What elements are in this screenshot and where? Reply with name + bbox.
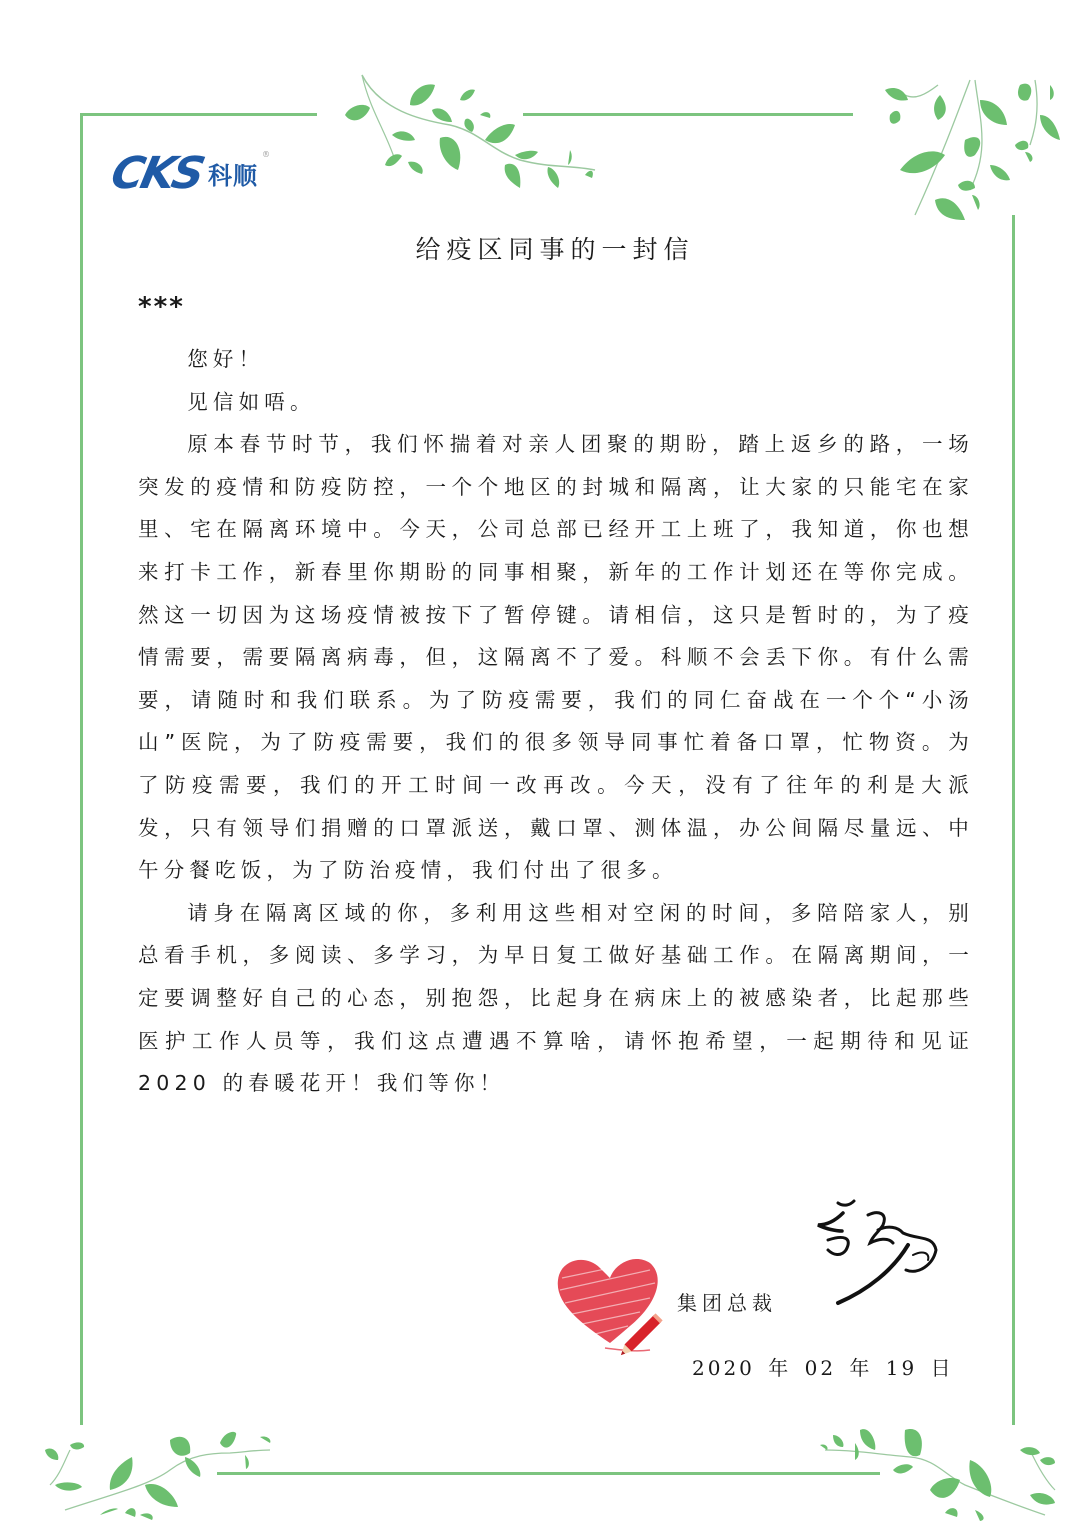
vine-bottom-left-icon [40, 1425, 280, 1525]
letter-title: 给疫区同事的一封信 [415, 235, 695, 264]
logo-name: 科顺 [208, 162, 258, 190]
letter-body [138, 338, 974, 1105]
signer-title: 集团总裁 [677, 1291, 777, 1315]
border-bottom [217, 1472, 880, 1475]
border-right [1012, 215, 1015, 1425]
heart-pencil-icon [550, 1248, 680, 1363]
opening-line: 见信如唔。 [187, 389, 316, 414]
letter-date: 2020 年 02 年 19 日 [692, 1356, 954, 1380]
paragraph-main: 原本春节时节，我们怀揣着对亲人团聚的期盼，踏上返乡的路，一场突发的疫情和防疫防控，一个个地区的封城和隔离，让大家的只能宅在家里、宅在隔离环境中。今天，公司总部已经开工上班了，我知道，你也想来打卡工作，新春里你期盼的同事相聚，新年的工作计划还在等你完成。然这一切因为这场疫情被按下了暂停键。请相信，这只是暂时的，为了疫情需要，需要隔离病毒，但，这隔离不了爱。科顺不会丢下你。有什么需要，请随时和我们联系。为了防疫需要，我们的同仁奋战在一个个“小汤山”医院，为了防疫需要，我们的很多领导同事忙着备口罩，忙物资。为了防疫需要，我们的开工时间一改再改。今天，没有了往年的利是大派发，只有领导们捐赠的口罩派送，戴口罩、测体温，办公间隔尽量远、中午分餐吃饭，为了防治疫情，我们付出了很多。 [138, 432, 974, 883]
paragraph-closing: 请身在隔离区域的你，多利用这些相对空闲的时间，多陪陪家人，别总看手机，多阅读、多学习，为早日复工做好基础工作。在隔离期间，一定要调整好自己的心态，别抱怨，比起身在病床上的被感染者，比起那些医护工作人员等，我们这点遭遇不算啥，请怀抱希望，一起期待和见证 2020 的春暖花开！我们等你！ [138, 900, 974, 1096]
border-left [80, 113, 83, 1425]
greeting: 您好！ [187, 347, 265, 371]
border-top-left [81, 113, 317, 116]
signature-icon [808, 1195, 943, 1310]
vine-top-center-icon [340, 70, 600, 190]
vine-top-right-icon [870, 70, 1060, 220]
vine-bottom-right-icon [815, 1425, 1065, 1525]
company-logo [106, 148, 282, 200]
registered-mark: ® [262, 150, 270, 159]
logo-mark: CKS [106, 148, 207, 199]
salutation: *** [138, 292, 185, 322]
